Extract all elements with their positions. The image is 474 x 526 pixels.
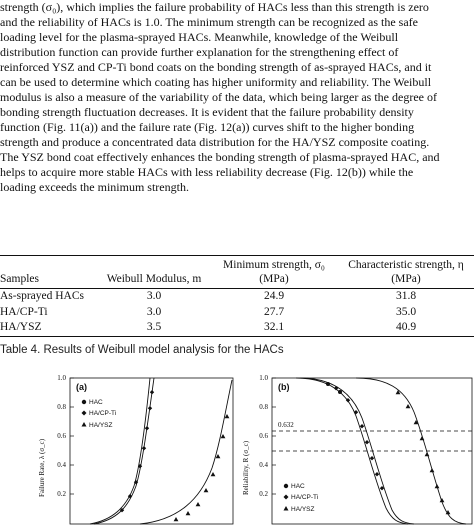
data-point-hayz [425,452,430,456]
curve-hayz [140,380,232,524]
legend-label: HAC [89,399,103,406]
y-tick-label: 0.8 [57,403,66,411]
legend-marker-hacpti [82,411,87,416]
data-point-hacpti [360,424,364,428]
data-point-hayz [196,502,201,506]
data-point-hacpti [145,426,149,430]
cell-characteristic: 31.8 [395,290,417,302]
paragraph-line: bonding strength fluctuation decreases. It is evident that the failure probability density [0,105,414,119]
data-point-hayz [186,511,191,515]
header-characteristic-strength [338,256,474,289]
header-characteristic-strength-l1: Characteristic strength, η [348,259,464,271]
data-point-hayz [211,472,216,476]
table-header-row [0,256,474,289]
paragraph-line: function (Fig. 11(a)) and the failure rate (Fig. 12(a)) curves shift to the higher bonding [0,120,415,134]
legend-marker-hacpti [284,495,289,500]
paragraph-line: strength (σ₀), which implies the failure probability of HACs less than this strength is zero [0,0,429,14]
cell-modulus: 3.0 [146,305,162,318]
header-minimum-strength-l1: Minimum strength, σ₀ [223,259,325,271]
data-point-hayz [174,517,179,521]
paragraph-line: helps to acquire more stable HACs with less reliability decrease (Fig. 12(b)) while the [0,165,414,179]
legend-marker-hayz [82,422,87,427]
y-tick-label: 0.2 [57,490,66,498]
y-tick-label: 1.0 [57,374,66,382]
y-tick-label: 0.8 [259,403,268,411]
paragraph-line: modulus is also a measure of the variability of the data, which being larger as the degree of [0,90,437,104]
cell-characteristic: 35.0 [395,305,417,318]
header-samples: Samples [0,273,39,285]
y-tick-label: 0.4 [259,461,268,469]
y-tick-label: 0.4 [57,461,66,469]
data-point-hacpti [150,390,154,394]
panel-label: (b) [278,382,290,392]
cell-sample: HA/YSZ [0,321,42,333]
data-point-hayz [440,498,445,502]
legend-label: HA/CP-Ti [89,410,117,417]
legend-label: HA/YSZ [291,506,315,513]
paragraph-line: distribution function can provide further explanation for the strengthening effect of [0,45,399,59]
data-point-hacpti [354,410,358,414]
figure-b-reliability [236,368,474,526]
figure-a-failure-rate [0,368,236,526]
header-weibull-modulus: Weibull Modulus, m [106,273,202,285]
y-axis-label: Failure Rate, λ (σ_c) [38,438,46,498]
y-axis-label: Reliability, R (σ_c) [242,440,250,496]
table-row [0,320,474,336]
data-point-hacpti [365,440,369,444]
data-point-hacpti [375,472,379,476]
data-point-hayz [204,488,209,492]
reference-label: 0.632 [278,421,294,429]
data-point-hayz [420,436,425,440]
header-characteristic-strength-l2: (MPa) [391,273,421,285]
y-tick-label: 1.0 [259,374,268,382]
cell-minimum: 32.1 [263,321,285,333]
data-point-hacpti [148,406,152,410]
y-tick-label: 0.6 [57,432,66,440]
paragraph-line: can be used to determine which coating has higher uniformity and reliability. The Weibull [0,75,432,89]
data-point-hayz [430,468,435,472]
data-point-hac [326,382,330,386]
data-point-hayz [221,434,226,438]
y-tick-label: 0.6 [259,432,268,440]
paragraph-line: loading exceeds the minimum strength. [0,180,189,194]
table-row [0,289,474,305]
data-point-hac [338,390,342,394]
cell-minimum: 24.9 [263,290,285,302]
curve-hacpti [94,378,154,524]
panel-label: (a) [76,382,87,392]
header-minimum-strength-l2: (MPa) [259,273,289,285]
table-caption: Table 4. Results of Weibull model analysis for the HACs [0,344,284,356]
legend-marker-hac [82,400,86,404]
cell-modulus: 3.0 [146,290,162,302]
table-row [0,305,474,321]
cell-modulus: 3.5 [146,321,162,333]
cell-minimum: 27.7 [263,305,285,318]
cell-sample: HA/CP-Ti [0,305,48,318]
legend-label: HA/CP-Ti [291,494,319,501]
body-paragraph [0,0,474,195]
header-minimum-strength [210,256,338,289]
data-point-hayz [435,484,440,488]
cell-characteristic: 40.9 [395,321,417,333]
y-tick-label: 0.2 [259,490,268,498]
data-point-hacpti [142,446,146,450]
paragraph-line: reinforced YSZ and CP-Ti bond coats on the bonding strength of as-sprayed HACs, and it [0,60,432,74]
paragraph-line: and the reliability of HACs is 1.0. The minimum strength can be recognized as the safe [0,15,419,29]
weibull-results-table [0,255,474,337]
legend-marker-hac [284,484,288,488]
data-point-hacpti [370,456,374,460]
cell-sample: As-sprayed HACs [0,290,85,302]
legend-label: HAC [291,483,305,490]
paragraph-line: strength and produce a concentrated data distribution for the HA/YSZ composite coating. [0,135,430,149]
paragraph-line: The YSZ bond coat effectively enhances the bonding strength of plasma-sprayed HAC, and [0,150,440,164]
legend-marker-hayz [284,506,289,511]
data-point-hayz [406,404,411,408]
legend-label: HA/YSZ [89,422,113,429]
paragraph-line: loading level for the plasma-sprayed HACs. Meanwhile, knowledge of the Weibull [0,30,399,44]
